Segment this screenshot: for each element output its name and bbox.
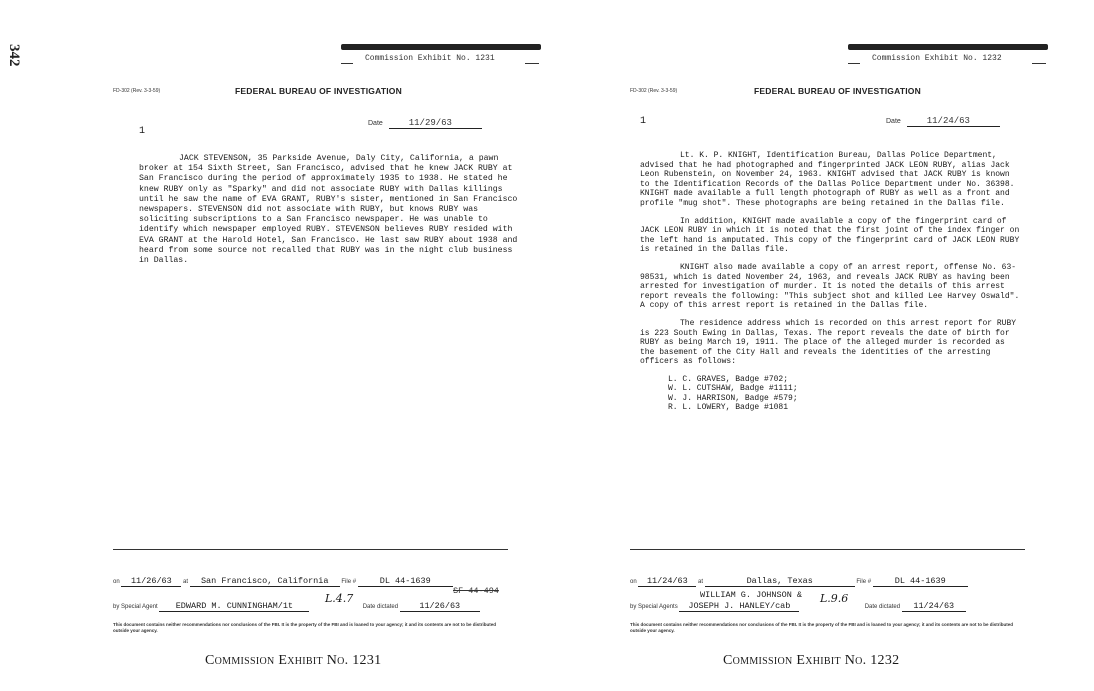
divider: [630, 549, 1025, 550]
date-value: 11/24/63: [907, 116, 1000, 127]
disclaimer: This document contains neither recommendations nor conclusions of the FBI. It is the property of the FBI and is loaned to your agency; it and its contents are not to be distributed outside your agency.: [630, 622, 1014, 633]
file-label: File #: [341, 579, 357, 585]
exhibit-caption: Commission Exhibit No. 1231: [205, 653, 382, 668]
date-label: Date: [886, 118, 901, 125]
footer-location-row: [630, 576, 968, 587]
agent-name: EDWARD M. CUNNINGHAM/1t: [159, 601, 309, 612]
date-row: [368, 118, 482, 129]
file-label: File #: [856, 579, 872, 585]
footer-agent-row: [630, 601, 966, 612]
date-value: 11/29/63: [389, 118, 482, 129]
page-number: 342: [6, 44, 22, 67]
on-label: on: [630, 579, 637, 585]
exhibit-caption: Commission Exhibit No. 1232: [723, 653, 900, 668]
list-item: R. L. LOWERY, Badge #1081: [668, 403, 789, 413]
form-id: FD-302 (Rev. 3-3-59): [630, 88, 678, 94]
date-label: Date: [368, 120, 383, 127]
paragraph: Lt. K. P. KNIGHT, Identification Bureau, Dallas Police Department, advised that he had photographed and fingerprinted JACK LEON RUBY, alias Jack Leon Rubenstein, on November 24, 1963. KNIGHT advised that JACK RUBY is known to the Identification Records of the Dallas Police Department under No. 36398. KNIGHT made available a full length photograph of RUBY as well as a front and profile "mug shot". These photographs are being retained in the Dallas file.: [640, 151, 1015, 208]
dictated-date: 11/24/63: [902, 601, 966, 612]
agency-header: FEDERAL BUREAU OF INVESTIGATION: [235, 86, 402, 96]
interview-location: Dallas, Texas: [705, 576, 855, 587]
at-label: at: [698, 579, 704, 585]
report-body: [139, 154, 519, 274]
file-number: DL 44-1639: [873, 576, 968, 587]
agent-label: by Special Agent: [113, 604, 158, 610]
dictated-label: Date dictated: [362, 604, 399, 610]
paragraph: The residence address which is recorded on this arrest report for RUBY is 223 South Ewing in Dallas, Texas. The report reveals the date of birth for RUBY as being March 19, 1911. The place of the alleged murder is recorded as the basement of the City Hall and reveals the identities of the arresting officers as follows:: [640, 318, 1017, 367]
paragraph: KNIGHT also made available a copy of an arrest report, offense No. 63-98531, which is dated November 24, 1963, and reveals JACK RUBY as having been arrested for investigation of murder. It is noted the details of this arrest report reveals the following: "This subject shot and killed Lee Harvey Oswald". A copy of this arrest report is retained in the Dallas file.: [640, 262, 1020, 311]
divider: [113, 549, 508, 550]
file-number-struck: SF 44-494: [453, 586, 499, 596]
agent-label: by Special Agents: [630, 604, 678, 610]
date-row: [886, 116, 1000, 127]
paragraph: JACK STEVENSON, 35 Parkside Avenue, Daly City, California, a pawn broker at 154 Sixth Street, San Francisco, advised that he knew JACK RUBY at San Francisco during the period of approximately 1935 to 1938. He stated he knew RUBY only as "Sparky" and did not associate RUBY with Dallas killings until he saw the name of EVA GRANT, RUBY's sister, mentioned in San Francisco newspapers. STEVENSON did not associate with RUBY, but knows RUBY was soliciting subscriptions to a San Francisco newspaper. He was unable to identify which newspaper employed RUBY. STEVENSON believes RUBY resided with EVA GRANT at the Harold Hotel, San Francisco. He last saw RUBY about 1938 and heard from some source not recalled that RUBY was in the night club business in Dallas.: [139, 154, 518, 266]
form-id: FD-302 (Rev. 3-3-59): [113, 88, 161, 94]
interview-location: San Francisco, California: [190, 576, 340, 587]
exhibit-stamp: [341, 44, 541, 68]
dictated-label: Date dictated: [864, 604, 901, 610]
fbi-report-1232: [630, 44, 1030, 644]
dictated-date: 11/26/63: [400, 601, 480, 612]
paragraph: In addition, KNIGHT made available a copy of the fingerprint card of JACK LEON RUBY in which it is noted that the first joint of the index finger on the left hand is amputated. This copy of the fingerprint card of JACK LEON RUBY is retained in the Dallas file.: [640, 216, 1020, 255]
list-item: W. L. CUTSHAW, Badge #1111;: [668, 384, 798, 394]
exhibit-stamp-label: Commission Exhibit No. 1231: [365, 54, 495, 63]
exhibit-stamp-label: Commission Exhibit No. 1232: [872, 54, 1002, 63]
disclaimer: This document contains neither recommendations nor conclusions of the FBI. It is the property of the FBI and is loaned to your agency; it and its contents are not to be distributed outside your agency.: [113, 622, 497, 633]
report-body: [640, 151, 1020, 413]
agent-initials: L.9.6: [820, 592, 849, 605]
interview-date: 11/24/63: [638, 576, 696, 587]
agent-initials: L.4.7: [325, 592, 354, 605]
page-indicator: 1: [640, 116, 647, 127]
agent-name-1: WILLIAM G. JOHNSON &: [700, 590, 803, 600]
list-item: L. C. GRAVES, Badge #702;: [668, 374, 789, 384]
footer-agent-row: [113, 601, 480, 612]
at-label: at: [183, 579, 189, 585]
page-indicator: 1: [139, 126, 146, 137]
officer-list: [668, 375, 1020, 413]
on-label: on: [113, 579, 120, 585]
file-number: DL 44-1639: [358, 576, 453, 587]
footer-location-row: [113, 576, 453, 587]
agency-header: FEDERAL BUREAU OF INVESTIGATION: [754, 86, 921, 96]
agent-name-2: JOSEPH J. HANLEY/cab: [679, 601, 799, 612]
exhibit-stamp: [848, 44, 1048, 68]
list-item: W. J. HARRISON, Badge #579;: [668, 393, 798, 403]
fbi-report-1231: [113, 44, 533, 644]
interview-date: 11/26/63: [121, 576, 181, 587]
